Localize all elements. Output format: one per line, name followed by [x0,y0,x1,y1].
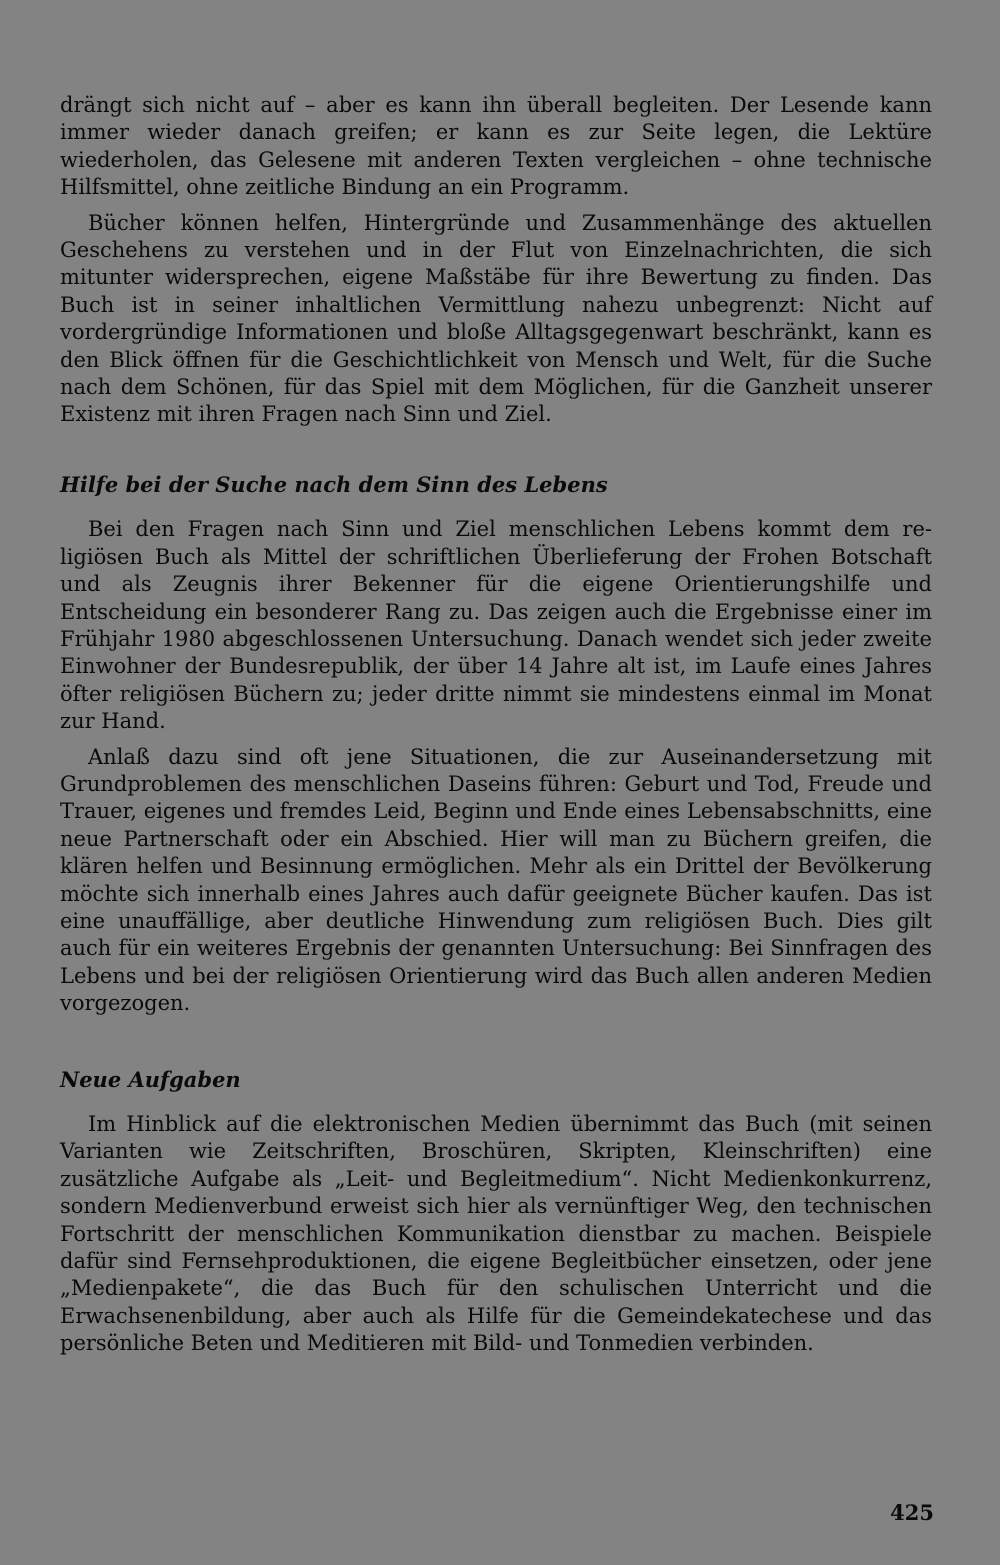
section1-paragraph-1: Bei den Fragen nach Sinn und Ziel menschlichen Lebens kommt dem religiösen Buch als Mittel der schriftlichen Überlieferung der Frohen Botschaft und als Zeugnis ihrer Bekenner für die eigene Orientierungshilfe und Entscheidung ein besonderer Rang zu. Das zeigen auch die Ergebnisse einer im Frühjahr 1980 abgeschlossenen Untersuchung. Danach wendet sich jeder zweite Einwohner der Bundesrepublik, der über 14 Jahre alt ist, im Laufe eines Jahres öfter religiösen Büchern zu; jeder dritte nimmt sie mindestens einmal im Monat zur Hand. [60,517,932,734]
intro-paragraph-2: Bücher können helfen, Hintergründe und Zusammenhänge des aktuellen Geschehens zu verstehen und in der Flut von Einzelnachrichten, die sich mitunter widersprechen, eigene Maßstäbe für ihre Bewertung zu finden. Das Buch ist in seiner inhaltlichen Vermittlung nahezu unbegrenzt: Nicht auf vordergründige Informationen und bloße Alltagsgegenwart beschränkt, kann es den Blick öffnen für die Geschichtlichkeit von Mensch und Welt, für die Suche nach dem Schönen, für das Spiel mit dem Möglichen, für die Ganzheit unserer Existenz mit ihren Fragen nach Sinn und Ziel. [60,210,932,427]
section2-paragraph-1: Im Hinblick auf die elektronischen Medien übernimmt das Buch (mit seinen Varianten wie Zeitschriften, Broschüren, Skripten, Kleinschriften) eine zusätzliche Aufgabe als „Leit- und Begleitmedium“. Nicht Medienkonkurrenz, sondern Medienverbund erweist sich hier als vernünftiger Weg, den technischen Fortschritt der menschlichen Kommunikation dienstbar zu machen. Beispiele dafür sind Fernsehproduktionen, die eigene Begleitbücher einsetzen, oder jene „Medienpakete“, die das Buch für den schulischen Unterricht und die Erwachsenenbildung, aber auch als Hilfe für die Gemeindekatechese und das persönliche Beten und Meditieren mit Bild- und Tonmedien verbinden. [60,1112,932,1356]
section-heading-meaning-of-life: Hilfe bei der Suche nach dem Sinn des Lebens [60,471,608,497]
section1-paragraph-2: Anlaß dazu sind oft jene Situationen, die zur Auseinandersetzung mit Grundproblemen des menschlichen Daseins führen: Geburt und Tod, Freude und Trauer, eigenes und fremdes Leid, Beginn und Ende eines Lebensabschnitts, eine neue Partnerschaft oder ein Abschied. Hier will man zu Büchern greifen, die klären helfen und Besinnung ermöglichen. Mehr als ein Drittel der Bevölkerung möchte sich innerhalb eines Jahres auch dafür geeignete Bücher kaufen. Das ist eine unauffällige, aber deutliche Hinwendung zum religiösen Buch. Dies gilt auch für ein weiteres Ergebnis der genannten Untersuchung: Bei Sinnfragen des Lebens und bei der religiösen Orientierung wird das Buch allen anderen Medien vorgezogen. [60,744,932,1016]
page-number: 425 [890,1500,934,1525]
section-heading-new-tasks: Neue Aufgaben [60,1066,241,1092]
intro-paragraph-1: drängt sich nicht auf – aber es kann ihn überall begleiten. Der Lesende kann immer wieder danach greifen; er kann es zur Seite legen, die Lektüre wiederholen, das Gelesene mit anderen Texten vergleichen – ohne technische Hilfsmittel, ohne zeitliche Bindung an ein Programm. [60,93,932,200]
page-body [60,92,932,1358]
